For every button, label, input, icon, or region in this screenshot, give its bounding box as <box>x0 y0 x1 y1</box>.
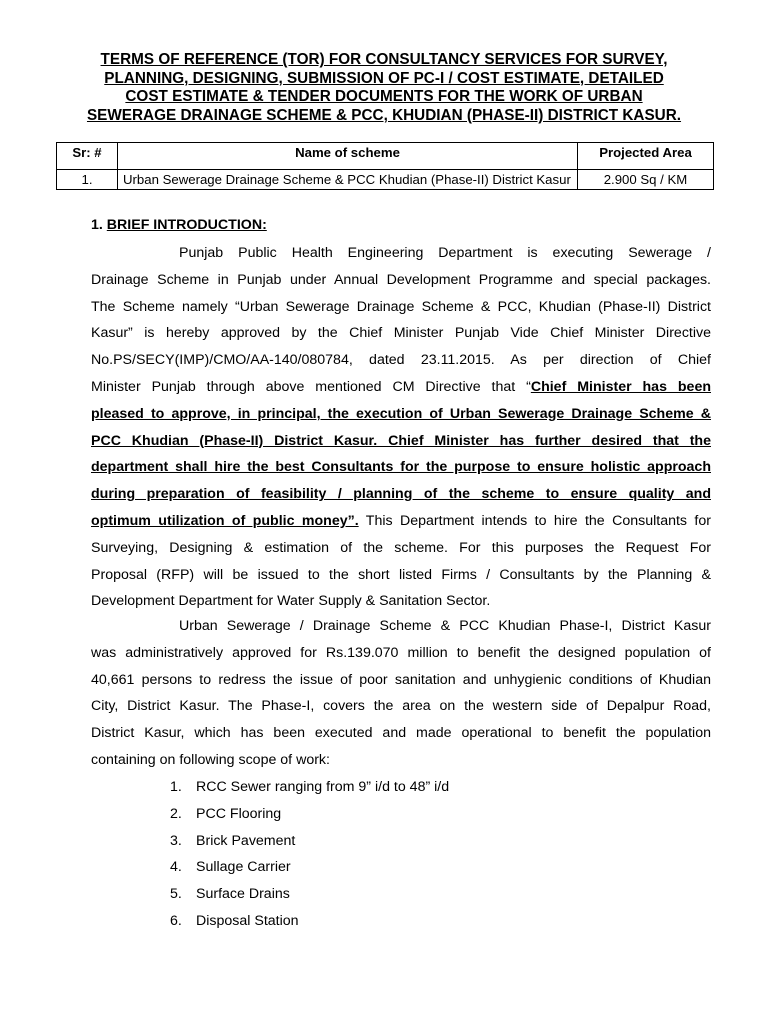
header-name-of-scheme: Name of scheme <box>118 143 578 170</box>
paragraph-line: containing on following scope of work: <box>91 751 330 768</box>
list-item <box>170 881 449 908</box>
paragraph-line: Drainage Scheme in Punjab under Annual Development Programme and special packages. <box>91 271 711 288</box>
list-item-text: RCC Sewer ranging from 9” i/d to 48” i/d <box>196 779 450 795</box>
paragraph-line: Proposal (RFP) will be issued to the short listed Firms / Consultants by the Planning & <box>91 566 711 583</box>
list-item <box>170 854 449 881</box>
paragraph-line: City, District Kasur. The Phase-I, covers the area on the western side of Depalpur Road, <box>91 698 711 715</box>
paragraph-line: District Kasur, which has been executed and made operational to benefit the population <box>91 725 711 742</box>
title-line: PLANNING, DESIGNING, SUBMISSION OF PC-I / COST ESTIMATE, DETAILED <box>104 69 664 87</box>
cell-projected-area: 2.900 Sq / KM <box>578 170 714 190</box>
intro-paragraph <box>91 240 711 615</box>
emphasis-text: optimum utilization of public money”. <box>91 512 359 529</box>
section-heading <box>91 215 267 235</box>
scheme-table <box>56 142 714 190</box>
phase1-paragraph <box>91 613 711 774</box>
list-item <box>170 801 449 828</box>
cell-sr: 1. <box>57 170 118 190</box>
paragraph-line: Punjab Public Health Engineering Department is executing Sewerage / <box>179 245 711 261</box>
list-item-number: 1. <box>170 779 182 795</box>
paragraph-line: Surveying, Designing & estimation of the scheme. For this purposes the Request For <box>91 539 711 556</box>
header-projected-area: Projected Area <box>578 143 714 170</box>
list-item <box>170 908 449 935</box>
emphasis-text: Chief Minister has been <box>530 378 711 395</box>
paragraph-line <box>91 374 711 401</box>
list-item <box>170 828 449 855</box>
section-number: 1. <box>91 217 103 233</box>
emphasis-line: during preparation of feasibility / planning of the scheme to ensure quality and <box>91 486 711 503</box>
title-line: COST ESTIMATE & TENDER DOCUMENTS FOR THE WORK OF URBAN <box>125 88 643 105</box>
list-item-number: 5. <box>170 886 182 903</box>
paragraph-line: Development Department for Water Supply & Sanitation Sector. <box>91 593 491 610</box>
paragraph-line: Urban Sewerage / Drainage Scheme & PCC Khudian Phase-I, District Kasur <box>179 618 711 634</box>
paragraph-line <box>91 508 711 535</box>
emphasis-line: pleased to approve, in principal, the execution of Urban Sewerage Drainage Scheme & <box>91 405 711 422</box>
document-title <box>60 51 708 125</box>
paragraph-line: The Scheme namely “Urban Sewerage Drainage Scheme & PCC, Khudian (Phase-II) District <box>91 298 711 315</box>
paragraph-line: No.PS/SECY(IMP)/CMO/AA-140/080784, dated 23.11.2015. As per direction of Chief <box>91 352 711 369</box>
list-item-number: 2. <box>170 805 182 822</box>
table-header-row <box>57 143 714 170</box>
list-item <box>170 774 449 801</box>
paragraph-line: Kasur” is hereby approved by the Chief Minister Punjab Vide Chief Minister Directive <box>91 325 711 342</box>
title-line: TERMS OF REFERENCE (TOR) FOR CONSULTANCY SERVICES FOR SURVEY, <box>100 51 668 68</box>
line-text: This Department intends to hire the Consultants for <box>358 512 711 529</box>
list-item-number: 3. <box>170 832 182 849</box>
emphasis-line: department shall hire the best Consultants for the purpose to ensure holistic approach <box>91 459 711 476</box>
list-item-text: Brick Pavement <box>196 832 296 849</box>
scope-of-work-list <box>170 774 449 935</box>
list-item-text: PCC Flooring <box>196 805 282 822</box>
list-item-text: Disposal Station <box>196 912 299 929</box>
paragraph-line: was administratively approved for Rs.139.070 million to benefit the designed population of <box>91 644 711 661</box>
header-sr: Sr: # <box>57 143 118 170</box>
emphasis-line: PCC Khudian (Phase-II) District Kasur. Chief Minister has further desired that the <box>91 432 711 449</box>
list-item-text: Sullage Carrier <box>196 859 291 876</box>
line-text: Minister Punjab through above mentioned CM Directive that “ <box>91 378 531 395</box>
table-row <box>57 170 714 190</box>
list-item-number: 6. <box>170 912 182 929</box>
cell-scheme-name: Urban Sewerage Drainage Scheme & PCC Khudian (Phase-II) District Kasur <box>118 170 578 190</box>
section-title: BRIEF INTRODUCTION: <box>106 217 267 233</box>
list-item-text: Surface Drains <box>196 886 290 903</box>
paragraph-line: 40,661 persons to redress the issue of poor sanitation and unhygienic conditions of Khudian <box>91 671 711 688</box>
title-line: SEWERAGE DRAINAGE SCHEME & PCC, KHUDIAN (PHASE-II) DISTRICT KASUR. <box>86 106 682 124</box>
list-item-number: 4. <box>170 859 182 876</box>
